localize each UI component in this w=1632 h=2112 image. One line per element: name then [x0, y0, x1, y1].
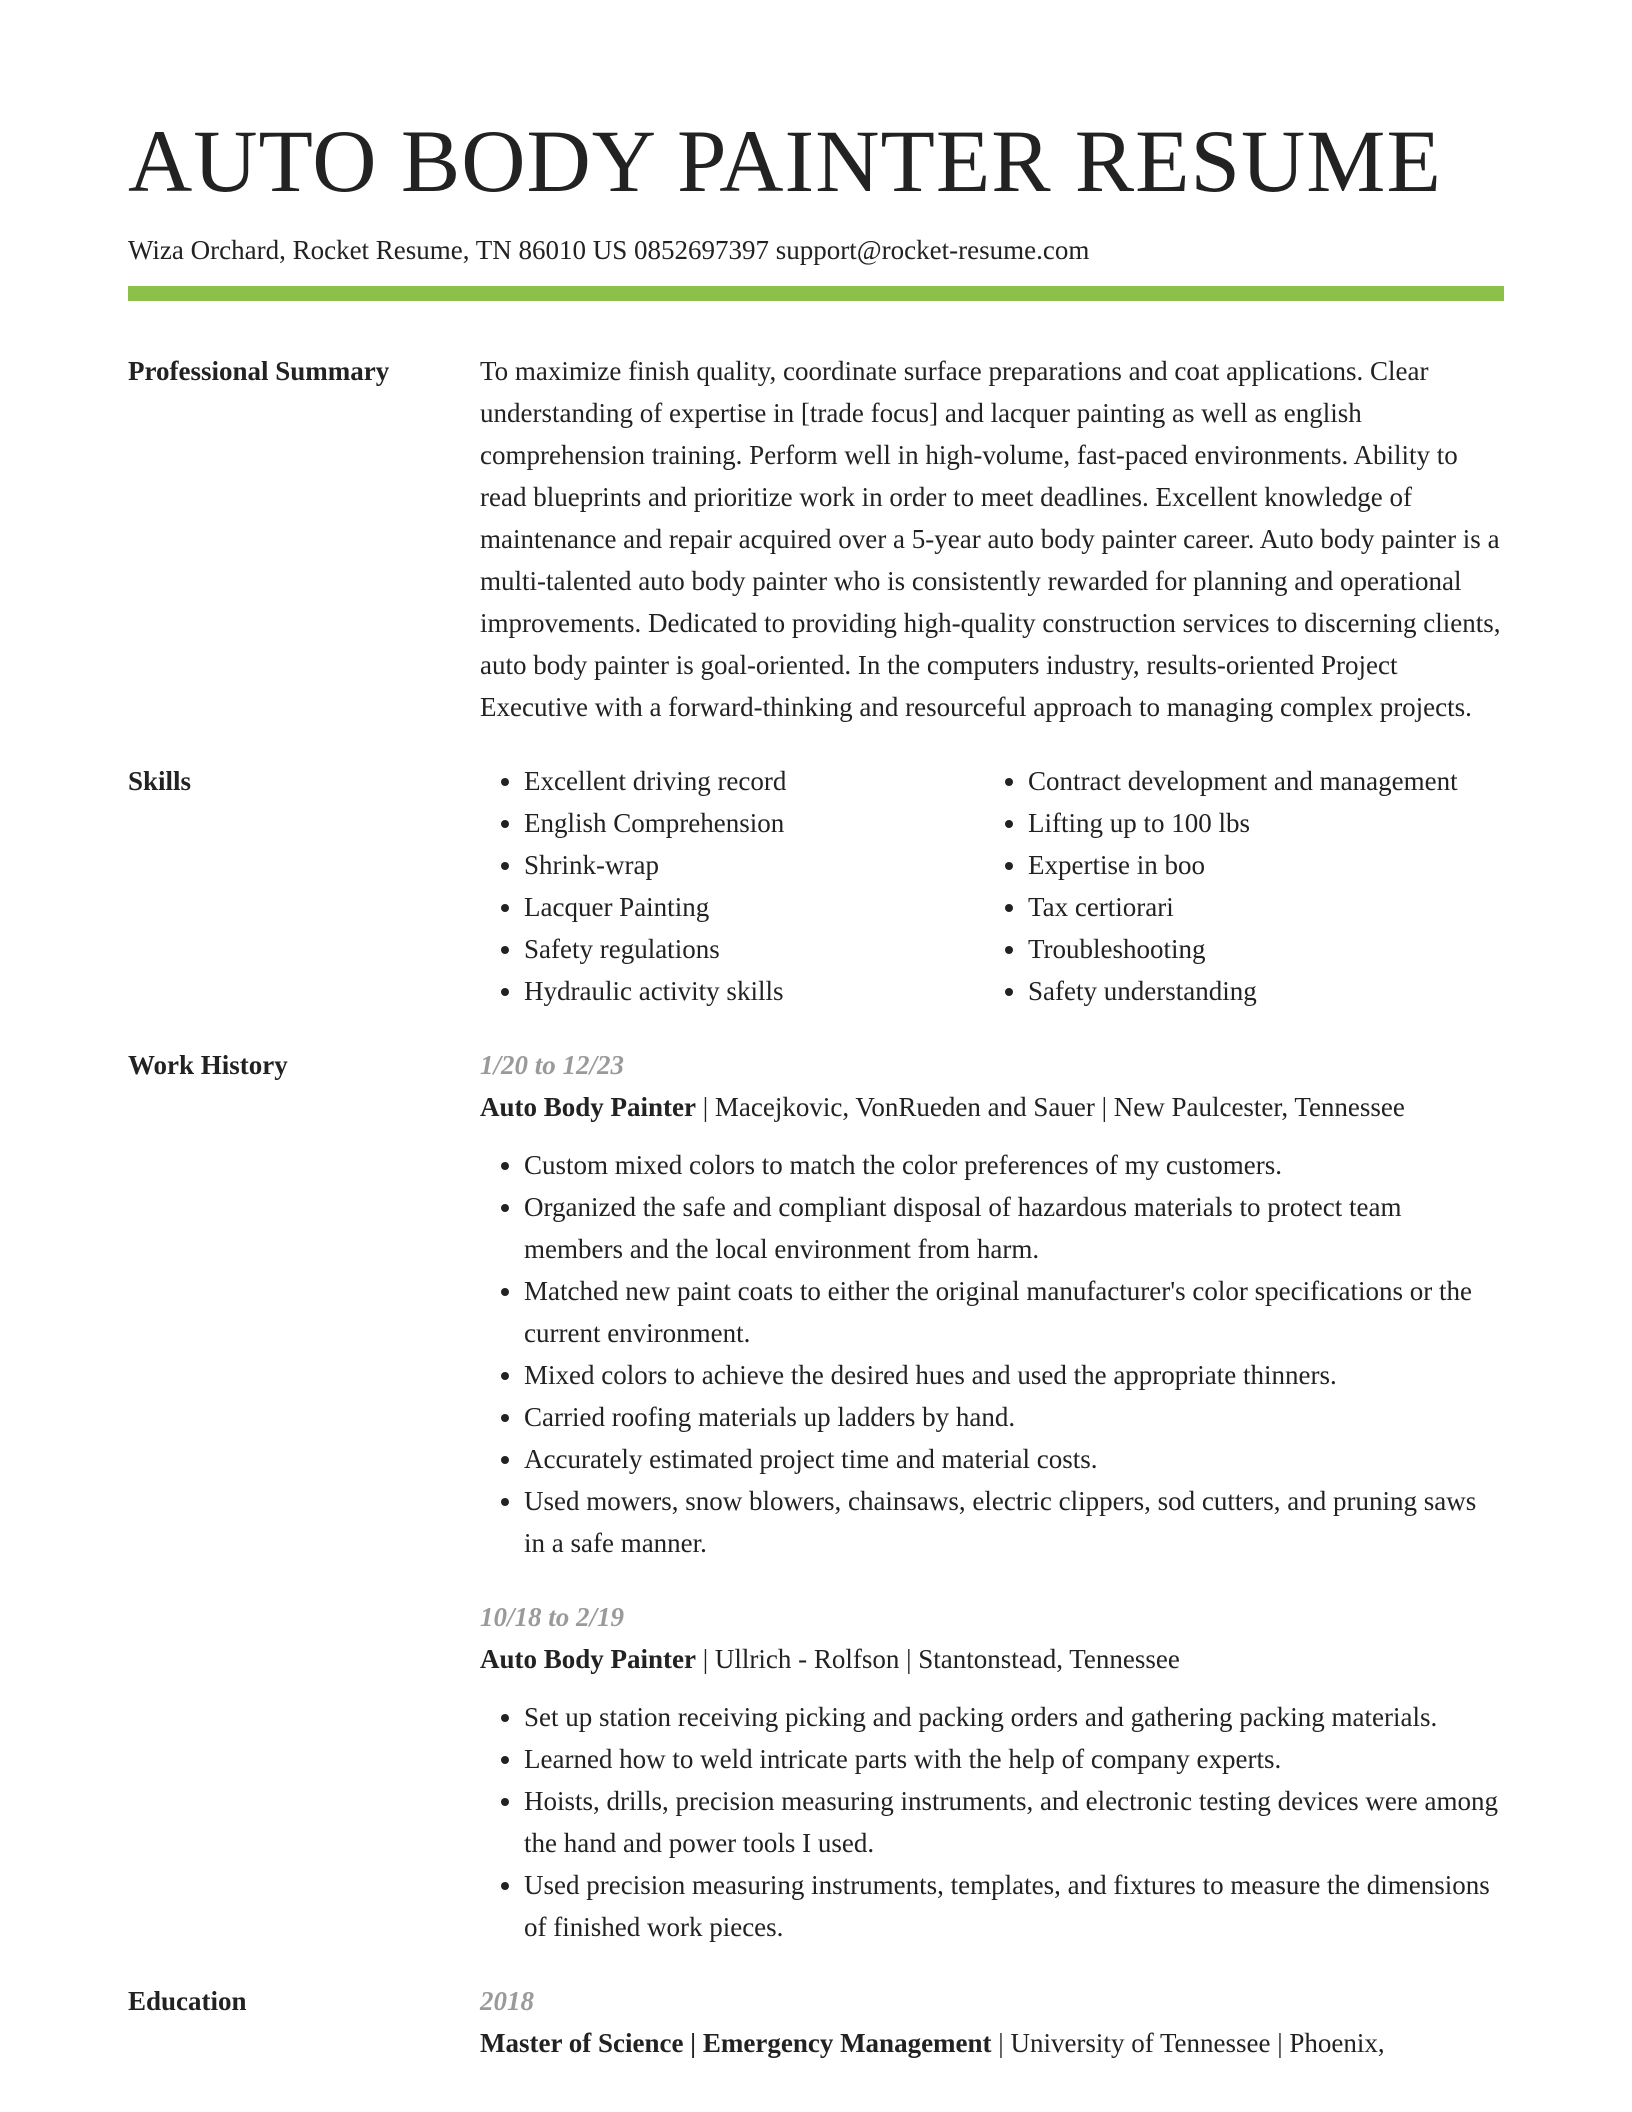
resume-content: [128, 350, 1504, 2096]
job-title: Auto Body Painter: [480, 1644, 696, 1674]
job-bullets: [480, 1696, 1504, 1948]
header-divider: [128, 286, 1504, 301]
job-bullet: • Accurately estimated project time and material costs.: [524, 1438, 1504, 1480]
education-heading: [480, 2022, 1504, 2064]
summary-label: Professional Summary: [128, 356, 390, 386]
skill-item: • Troubleshooting: [1028, 928, 1488, 970]
job-bullet: • Mixed colors to achieve the desired hues and used the appropriate thinners.: [524, 1354, 1504, 1396]
job-dates: 1/20 to 12/23: [480, 1050, 625, 1080]
job-bullet: • Hoists, drills, precision measuring instruments, and electronic testing devices were among the hand and power tools I used.: [524, 1780, 1504, 1864]
skills-list-right: [984, 760, 1488, 1012]
education-body: [480, 1980, 1504, 2064]
skill-item: • Safety understanding: [1028, 970, 1488, 1012]
skill-item: • English Comprehension: [524, 802, 984, 844]
job-entry: [480, 1596, 1504, 1948]
job-bullet: • Carried roofing materials up ladders by hand.: [524, 1396, 1504, 1438]
job-heading: [480, 1638, 1504, 1680]
skill-item: • Expertise in boo: [1028, 844, 1488, 886]
job-bullet: • Used mowers, snow blowers, chainsaws, electric clippers, sod cutters, and pruning saws in a safe manner.: [524, 1480, 1504, 1564]
skills-label: Skills: [128, 766, 192, 796]
job-details: | Ullrich - Rolfson | Stantonstead, Tennessee: [696, 1644, 1180, 1674]
job-details: | Macejkovic, VonRueden and Sauer | New Paulcester, Tennessee: [696, 1092, 1405, 1122]
skills-list-left: [480, 760, 984, 1012]
skill-item: • Contract development and management: [1028, 760, 1488, 802]
education-details: | University of Tennessee | Phoenix,: [991, 2028, 1385, 2058]
summary-text: To maximize finish quality, coordinate surface preparations and coat applications. Clear understanding of expertise in [trade focus] and lacquer painting as well as english comprehension training. Perform well in high-volume, fast-paced environments. Ability to read blueprints and prioritize work in order to meet deadlines. Excellent knowledge of maintenance and repair acquired over a 5-year auto body painter career. Auto body painter is a multi-talented auto body painter who is consistently rewarded for planning and operational improvements. Dedicated to providing high-quality construction services to discerning clients, auto body painter is goal-oriented. In the computers industry, results-oriented Project Executive with a forward-thinking and resourceful approach to managing complex projects.: [480, 356, 1501, 722]
work-history-body: [480, 1044, 1504, 1948]
work-history-label: Work History: [128, 1050, 288, 1080]
job-bullet: • Custom mixed colors to match the color preferences of my customers.: [524, 1144, 1504, 1186]
job-bullet: • Learned how to weld intricate parts with the help of company experts.: [524, 1738, 1504, 1780]
job-dates: 10/18 to 2/19: [480, 1602, 625, 1632]
summary-body: [480, 350, 1504, 728]
skill-item: • Excellent driving record: [524, 760, 984, 802]
work-history-section: [128, 1044, 1504, 1948]
job-entry: [480, 1044, 1504, 1564]
job-bullet: • Set up station receiving picking and packing orders and gathering packing materials.: [524, 1696, 1504, 1738]
job-heading: [480, 1086, 1504, 1128]
skill-item: • Lifting up to 100 lbs: [1028, 802, 1488, 844]
contact-line: Wiza Orchard, Rocket Resume, TN 86010 US 0852697397 support@rocket-resume.com: [128, 235, 1090, 265]
education-degree: Master of Science | Emergency Management: [480, 2028, 992, 2058]
education-label: Education: [128, 1986, 247, 2016]
education-section: [128, 1980, 1504, 2064]
skill-item: • Hydraulic activity skills: [524, 970, 984, 1012]
skill-item: • Safety regulations: [524, 928, 984, 970]
job-bullet: • Organized the safe and compliant disposal of hazardous materials to protect team members and the local environment from harm.: [524, 1186, 1504, 1270]
skills-body: [480, 760, 1504, 1012]
job-bullets: [480, 1144, 1504, 1564]
skills-column-right: [984, 760, 1488, 1012]
skill-item: • Tax certiorari: [1028, 886, 1488, 928]
skills-section: [128, 760, 1504, 1012]
resume-title: AUTO BODY PAINTER RESUME: [128, 113, 1442, 211]
skills-column-left: [480, 760, 984, 1012]
job-bullet: • Matched new paint coats to either the original manufacturer's color specifications or the current environment.: [524, 1270, 1504, 1354]
education-year: 2018: [480, 1986, 534, 2016]
job-bullet: • Used precision measuring instruments, templates, and fixtures to measure the dimensions of finished work pieces.: [524, 1864, 1504, 1948]
job-title: Auto Body Painter: [480, 1092, 696, 1122]
skill-item: • Shrink-wrap: [524, 844, 984, 886]
skill-item: • Lacquer Painting: [524, 886, 984, 928]
summary-section: [128, 350, 1504, 728]
